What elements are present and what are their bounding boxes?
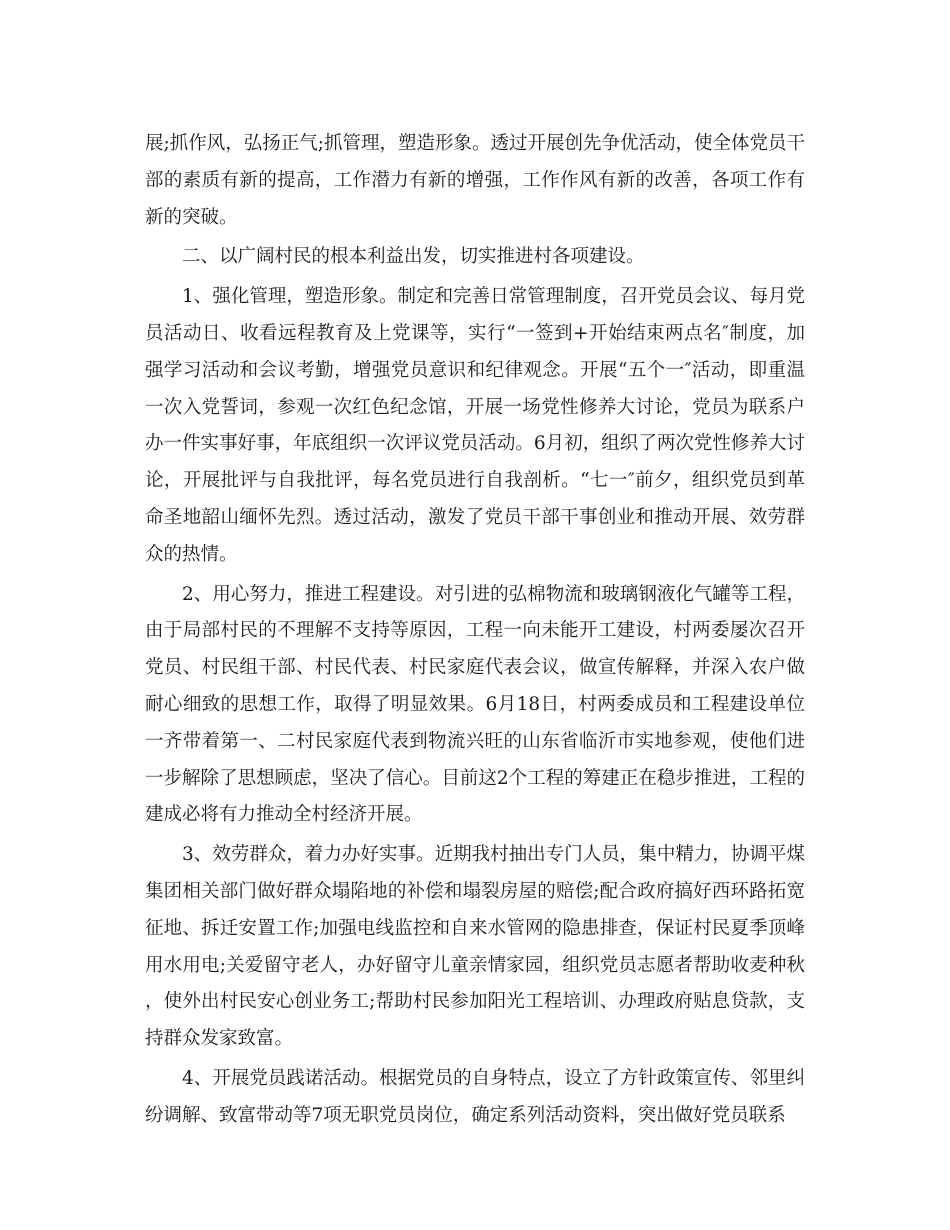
paragraph-item-4: 4、开展党员践诺活动。根据党员的自身特点，设立了方针政策宣传、邻里纠纷调解、致富带动等7项无职党员岗位，确定系列活动资料，突出做好党员联系: [145, 1067, 805, 1126]
paragraph-item-1: 1、强化管理，塑造形象。制定和完善日常管理制度，召开党员会议、每月党员活动日、收看远程教育及上党课等，实行“一签到+开始结束两点名″制度，加强学习活动和会议考勤，增强党员意识和纪律观念。开展“五个一″活动，即重温一次入党誓词，参观一次红色纪念馆，开展一场党性修养大讨论，党员为联系户办一件实事好事，年底组织一次评议党员活动。6月初，组织了两次党性修养大讨论，开展批评与自我批评，每名党员进行自我剖析。“七一″前夕，组织党员到革命圣地韶山缅怀先烈。透过活动，激发了党员干部干事创业和推动开展、效劳群众的热情。: [145, 286, 805, 565]
paragraph-item-3: 3、效劳群众，着力办好实事。近期我村抽出专门人员，集中精力，协调平煤集团相关部门做好群众塌陷地的补偿和塌裂房屋的赔偿;配合政府搞好西环路拓宽征地、拆迁安置工作;加强电线监控和自来水管网的隐患排查，保证村民夏季顶峰用水用电;关爱留守老人，办好留守儿童亲情家园，组织党员志愿者帮助收麦种秋，使外出村民安心创业务工;帮助村民参加阳光工程培训、办理政府贴息贷款，支持群众发家致富。: [145, 844, 805, 1050]
paragraph-item-2: 2、用心努力，推进工程建设。对引进的弘棉物流和玻璃钢液化气罐等工程，由于局部村民的不理解不支持等原因，工程一向未能开工建设，村两委屡次召开党员、村民组干部、村民代表、村民家庭代表会议，做宣传解释，并深入农户做耐心细致的思想工作，取得了明显效果。6月18日，村两委成员和工程建设单位一齐带着第一、二村民家庭代表到物流兴旺的山东省临沂市实地参观，使他们进一步解除了思想顾虑，坚决了信心。目前这2个工程的筹建正在稳步推进，工程的建成必将有力推动全村经济开展。: [145, 583, 805, 826]
paragraph-continuation: 展;抓作风，弘扬正气;抓管理，塑造形象。透过开展创先争优活动，使全体党员干部的素质有新的提高，工作潜力有新的增强，工作作风有新的改善，各项工作有新的突破。: [145, 133, 805, 228]
document-body: [145, 126, 805, 1135]
section-heading-two: 二、以广阔村民的根本利益出发，切实推进村各项建设。: [182, 246, 645, 268]
